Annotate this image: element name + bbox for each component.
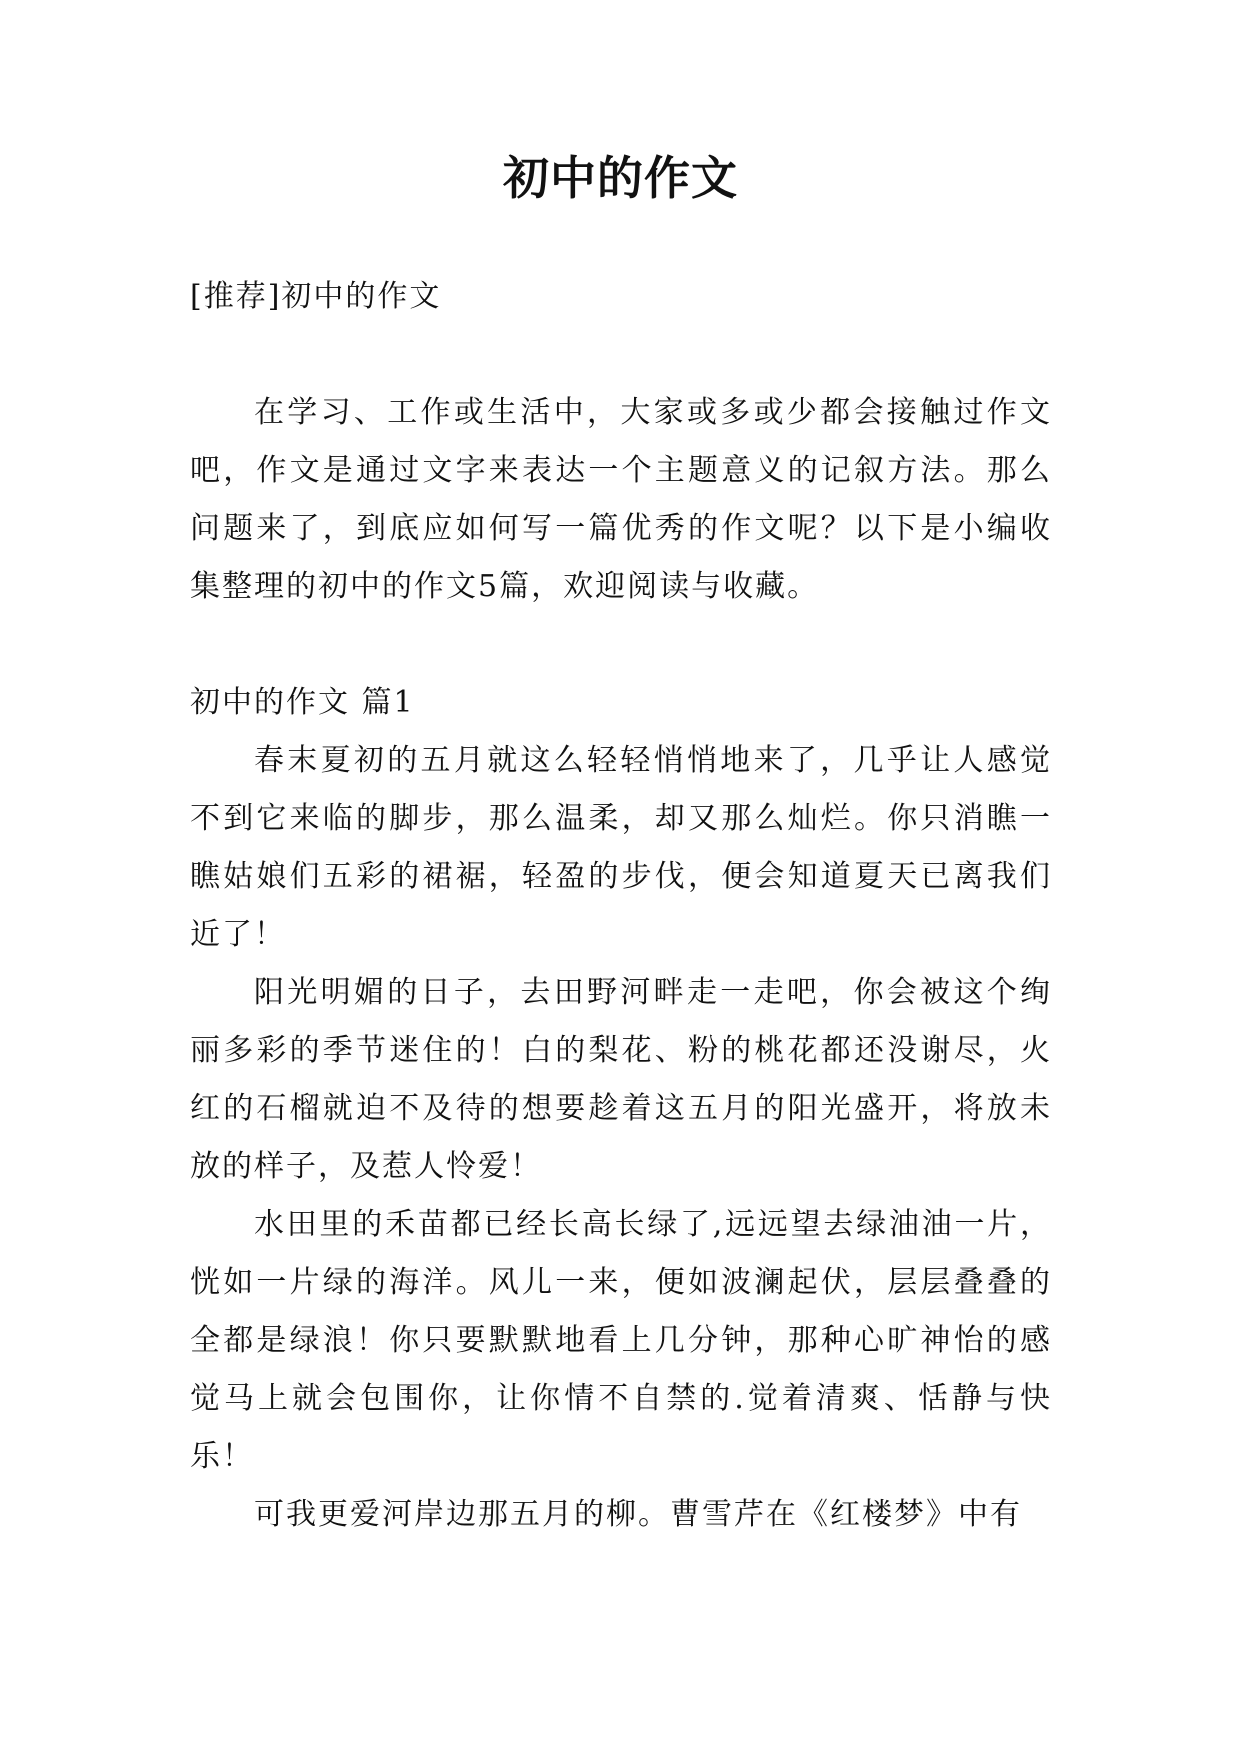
section-heading: 初中的作文 篇1 bbox=[190, 685, 415, 720]
intro-paragraph: 在学习、工作或生活中，大家或多或少都会接触过作文吧，作文是通过文字来表达一个主题意义的记叙方法。那么问题来了，到底应如何写一篇优秀的作文呢？以下是小编收集整理的初中的作文5篇，欢迎阅读与收藏。 bbox=[190, 395, 1052, 604]
body-paragraph: 水田里的禾苗都已经长高长绿了,远远望去绿油油一片，恍如一片绿的海洋。风儿一来，便如波澜起伏，层层叠叠的全都是绿浪！你只要默默地看上几分钟，那种心旷神怡的感觉马上就会包围你，让你情不自禁的.觉着清爽、恬静与快乐！ bbox=[190, 1207, 1052, 1474]
document-body bbox=[190, 268, 1052, 1544]
document-title: 初中的作文 bbox=[503, 151, 738, 205]
document-subtitle: [推荐]初中的作文 bbox=[190, 279, 442, 314]
body-paragraph: 阳光明媚的日子，去田野河畔走一走吧，你会被这个绚丽多彩的季节迷住的！白的梨花、粉的桃花都还没谢尽，火红的石榴就迫不及待的想要趁着这五月的阳光盛开，将放未放的样子，及惹人怜爱！ bbox=[190, 975, 1052, 1184]
body-paragraph: 春末夏初的五月就这么轻轻悄悄地来了，几乎让人感觉不到它来临的脚步，那么温柔，却又那么灿烂。你只消瞧一瞧姑娘们五彩的裙裾，轻盈的步伐，便会知道夏天已离我们近了！ bbox=[190, 743, 1052, 952]
body-paragraph: 可我更爱河岸边那五月的柳。曹雪芹在《红楼梦》中有 bbox=[254, 1497, 1022, 1532]
